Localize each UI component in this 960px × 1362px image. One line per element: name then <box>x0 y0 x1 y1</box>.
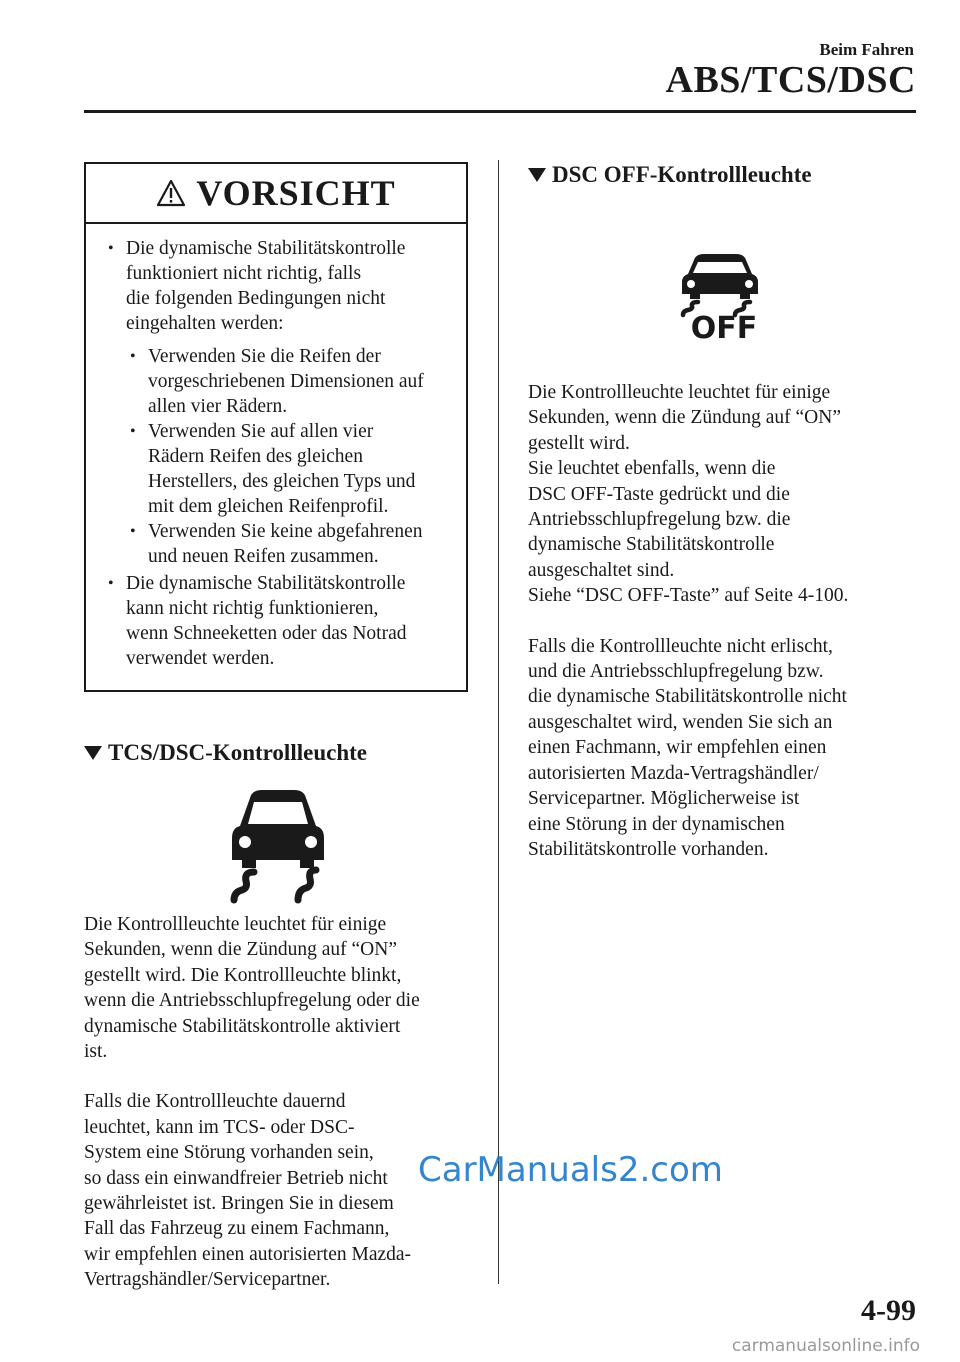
line: Sie leuchtet ebenfalls, wenn die <box>528 458 776 480</box>
line: Die Kontrollleuchte leuchtet für einige <box>84 914 387 935</box>
line: verwendet werden. <box>126 648 275 669</box>
line: dynamische Stabilitätskontrolle aktiviert <box>84 1015 401 1037</box>
line: • Verwenden Sie die Reifen der <box>148 346 381 367</box>
caution-header <box>86 164 466 224</box>
line: Vertragshändler/Servicepartner. <box>84 1269 331 1291</box>
header-rule <box>84 110 916 113</box>
line: gestellt wird. <box>528 432 630 454</box>
tcs-heading-text: TCS/DSC-Kontrollleuchte <box>108 740 367 765</box>
line: Die Kontrollleuchte leuchtet für einige <box>528 382 831 403</box>
line: Antriebsschlupfregelung bzw. die <box>528 509 791 531</box>
line: wir empfehlen einen autorisierten Mazda- <box>84 1243 412 1265</box>
line: ausgeschaltet sind. <box>528 559 675 581</box>
column-divider <box>498 160 499 1284</box>
line: Fall das Fahrzeug zu einem Fachmann, <box>84 1218 390 1240</box>
line: die folgenden Bedingungen nicht <box>126 288 386 309</box>
line: ausgeschaltet wird, wenden Sie sich an <box>528 711 833 733</box>
line: • Verwenden Sie auf allen vier <box>148 421 374 442</box>
caution-subitem <box>126 519 456 569</box>
caution-item <box>104 571 456 671</box>
line: System eine Störung vorhanden sein, <box>84 1142 374 1164</box>
line: eine Störung in der dynamischen <box>528 813 785 835</box>
dsc-off-description <box>528 380 918 862</box>
footer-url[interactable]: carmanualsonline.info <box>731 1336 920 1356</box>
tcs-description <box>84 912 484 1293</box>
tcs-dsc-indicator-icon <box>228 788 328 906</box>
dsc-off-heading-text: DSC OFF-Kontrollleuchte <box>552 162 812 187</box>
line: und die Antriebsschlupfregelung bzw. <box>528 661 824 683</box>
line: DSC OFF-Taste gedrückt und die <box>528 483 790 505</box>
line: leuchtet, kann im TCS- oder DSC- <box>84 1116 355 1138</box>
line: gewährleistet ist. Bringen Sie in diesem <box>84 1193 394 1215</box>
line: • Verwenden Sie keine abgefahrenen <box>148 521 423 542</box>
line: die dynamische Stabilitätskontrolle nicht <box>528 686 847 708</box>
dsc-off-icon-label: OFF <box>690 311 758 342</box>
line: eingehalten werden: <box>126 313 284 334</box>
line: Servicepartner. Möglicherweise ist <box>528 788 800 810</box>
line: allen vier Rädern. <box>148 396 288 417</box>
line: autorisierten Mazda-Vertragshändler/ <box>528 762 819 784</box>
line: • Die dynamische Stabilitätskontrolle <box>126 238 406 259</box>
tcs-heading <box>84 740 367 766</box>
warning-triangle-icon <box>156 179 186 207</box>
line: Rädern Reifen des gleichen <box>148 446 363 467</box>
line: ist. <box>84 1041 108 1063</box>
line: wenn Schneeketten oder das Notrad <box>126 623 407 644</box>
line: • Die dynamische Stabilitätskontrolle <box>126 573 406 594</box>
caution-title: VORSICHT <box>196 173 396 213</box>
line: einen Fachmann, wir empfehlen einen <box>528 737 827 759</box>
section-marker-icon <box>528 168 546 182</box>
line: dynamische Stabilitätskontrolle <box>528 534 775 556</box>
line: funktioniert nicht richtig, falls <box>126 263 362 284</box>
section-marker-icon <box>84 746 102 760</box>
line: mit dem gleichen Reifenprofil. <box>148 496 389 517</box>
line: vorgeschriebenen Dimensionen auf <box>148 371 424 392</box>
line: wenn die Antriebsschlupfregelung oder die <box>84 990 420 1012</box>
line: Herstellers, des gleichen Typs und <box>148 471 416 492</box>
caution-subitem <box>126 419 456 519</box>
section-label: Beim Fahren <box>819 40 914 59</box>
line: Falls die Kontrollleuchte nicht erlischt, <box>528 635 833 657</box>
line: und neuen Reifen zusammen. <box>148 546 379 567</box>
line: Sekunden, wenn die Zündung auf “ON” <box>84 939 397 961</box>
watermark: CarManuals2.com <box>418 1150 723 1190</box>
caution-box <box>84 162 468 692</box>
caution-list <box>104 236 456 671</box>
line: Stabilitätskontrolle vorhanden. <box>528 838 769 860</box>
caution-item <box>104 236 456 569</box>
chapter-title: ABS/TCS/DSC <box>665 59 916 101</box>
line: so dass ein einwandfreier Betrieb nicht <box>84 1167 388 1189</box>
line: gestellt wird. Die Kontrollleuchte blinkt, <box>84 964 402 986</box>
dsc-off-heading <box>528 162 812 188</box>
page-number: 4-99 <box>861 1294 916 1327</box>
caution-subitem <box>126 344 456 419</box>
line: kann nicht richtig funktionieren, <box>126 598 379 619</box>
dsc-off-indicator-icon <box>674 252 774 342</box>
line: Sekunden, wenn die Zündung auf “ON” <box>528 407 841 429</box>
line: Siehe “DSC OFF-Taste” auf Seite 4-100. <box>528 585 849 607</box>
line: Falls die Kontrollleuchte dauernd <box>84 1091 346 1113</box>
